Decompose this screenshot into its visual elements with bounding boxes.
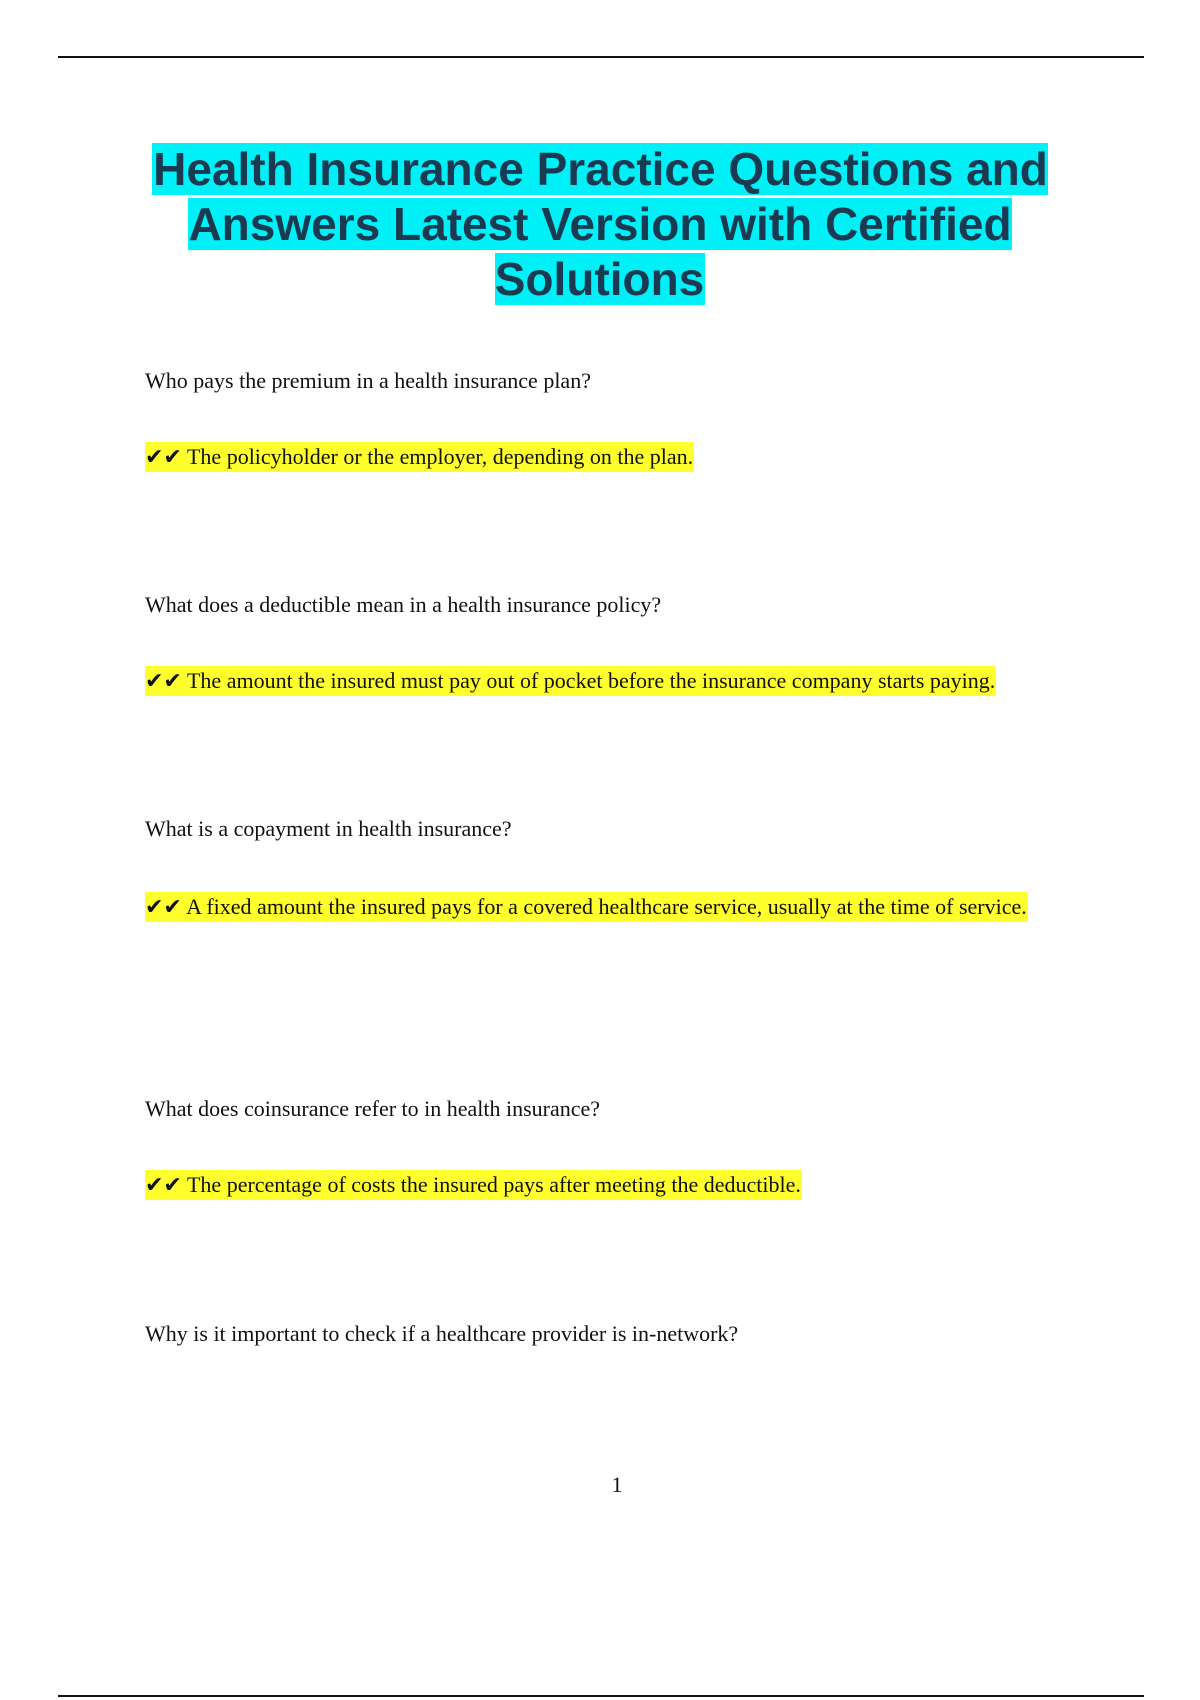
document-title: Health Insurance Practice Questions and Answers Latest Version with Certified Solutions	[153, 143, 1048, 305]
question-1: Who pays the premium in a health insurance plan?	[145, 368, 591, 393]
top-rule	[58, 56, 1144, 58]
question-4: What does coinsurance refer to in health insurance?	[145, 1096, 601, 1121]
answer-1	[145, 426, 1055, 488]
page-number: 1	[611, 1472, 623, 1497]
checkmark-icon: ✔✔	[145, 1173, 182, 1198]
bottom-rule	[58, 1695, 1144, 1697]
answer-4-text: The percentage of costs the insured pays after meeting the deductible.	[186, 1172, 801, 1197]
answer-2	[145, 650, 1055, 712]
answer-4	[145, 1154, 1055, 1216]
question-5: Why is it important to check if a healthcare provider is in-network?	[145, 1321, 739, 1346]
answer-2-text: The amount the insured must pay out of pocket before the insurance company starts paying.	[186, 668, 996, 693]
answer-3	[145, 876, 1055, 938]
question-3: What is a copayment in health insurance?	[145, 816, 512, 841]
question-2: What does a deductible mean in a health insurance policy?	[145, 592, 662, 617]
checkmark-icon: ✔✔	[145, 445, 182, 470]
answer-3-text: A fixed amount the insured pays for a covered healthcare service, usually at the time of service.	[186, 894, 1027, 919]
answer-1-text: The policyholder or the employer, depending on the plan.	[186, 444, 694, 469]
checkmark-icon: ✔✔	[145, 669, 182, 694]
checkmark-icon: ✔✔	[145, 895, 182, 920]
